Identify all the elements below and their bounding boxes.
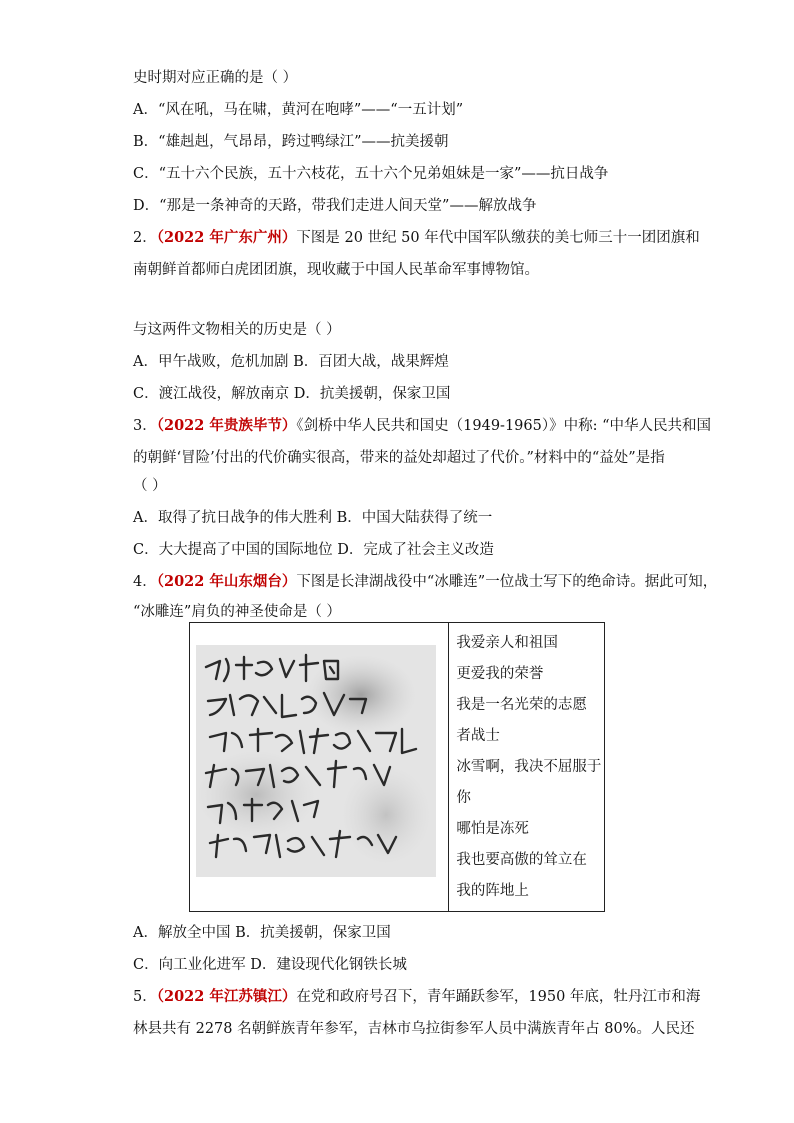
poem-line: 哪怕是冻死: [456, 821, 529, 837]
handwriting-sketch: [196, 645, 436, 877]
q3-options-row-2: C．大大提高了中国的国际地位 D．完成了社会主义改造: [133, 542, 494, 558]
q3-source: （2022 年贵族毕节）: [156, 417, 297, 434]
q5-stem-line-1: [133, 985, 700, 1006]
q2-question: 与这两件文物相关的历史是（ ）: [133, 322, 341, 338]
q4-stem-text: 下图是长津湖战役中“冰雕连”一位战士写下的绝命诗。据此可知，: [296, 574, 718, 590]
q5-source: （2022 年江苏镇江）: [156, 988, 297, 1005]
handwritten-poem-image: [196, 645, 436, 877]
poem-line: 者战士: [456, 728, 500, 744]
poem-line: 更爱我的荣誉: [456, 666, 544, 682]
q3-stem-line-2: 的朝鲜‘冒险’付出的代价确实很高，带来的益处却超过了代价。”材料中的“益处”是指: [133, 450, 665, 466]
q2-stem-line-1: [133, 226, 700, 247]
q4-source: （2022 年山东烟台）: [156, 573, 297, 590]
q2-stem-text: 下图是 20 世纪 50 年代中国军队缴获的美七师三十一团团旗和: [296, 230, 700, 246]
q5-stem-text: 在党和政府号召下，青年踊跃参军，1950 年底，牡丹江市和海: [296, 989, 701, 1005]
q1-option-c: C．“五十六个民族，五十六枝花，五十六个兄弟姐妹是一家”——抗日战争: [133, 166, 609, 182]
handwritten-poem-cell: [190, 623, 449, 912]
q1-option-d: D．“那是一条神奇的天路，带我们走进人间天堂”——解放战争: [133, 198, 537, 214]
q4-stem-line-2: “冰雕连”肩负的神圣使命是（ ）: [133, 604, 341, 620]
q4-number: 4．: [133, 574, 157, 590]
q3-options-row-1: A．取得了抗日战争的伟大胜利 B．中国大陆获得了统一: [133, 510, 493, 526]
q2-number: 2．: [133, 230, 157, 246]
poem-line: 我是一名光荣的志愿: [456, 697, 587, 713]
q1-stem-tail: 史时期对应正确的是（ ）: [133, 70, 298, 86]
q2-stem-line-2: 南朝鲜首都师白虎团团旗，现收藏于中国人民革命军事博物馆。: [133, 262, 539, 278]
poem-table: [189, 622, 605, 912]
poem-line: 冰雪啊，我决不屈服于: [456, 759, 602, 775]
q3-stem-line-1: [133, 414, 711, 435]
q2-source: （2022 年广东广州）: [156, 229, 297, 246]
poem-line: 我也要高傲的耸立在: [456, 852, 587, 868]
poem-transcription: [449, 623, 604, 910]
q3-stem-text: 《剑桥中华人民共和国史（1949-1965）》中称: “中华人民共和国: [296, 418, 711, 434]
q1-option-b: B．“雄赳赳，气昂昂，跨过鸭绿江”——抗美援朝: [133, 134, 449, 150]
q5-stem-line-2: 林县共有 2278 名朝鲜族青年参军，吉林市乌拉街参军人员中满族青年占 80%。人民还: [133, 1021, 695, 1037]
poem-line: 我爱亲人和祖国: [456, 635, 558, 651]
poem-line: 我的阵地上: [456, 883, 529, 899]
q4-options-row-1: A．解放全中国 B．抗美援朝，保家卫国: [133, 925, 391, 941]
q2-options-row-2: C．渡江战役，解放南京 D．抗美援朝，保家卫国: [133, 386, 451, 402]
q4-stem-line-1: [133, 570, 717, 591]
q4-options-row-2: C．向工业化进军 D．建设现代化钢铁长城: [133, 957, 407, 973]
q5-number: 5．: [133, 989, 157, 1005]
q3-number: 3．: [133, 418, 157, 434]
q3-stem-line-3: （ ）: [133, 478, 167, 494]
q1-option-a: A．“风在吼，马在啸，黄河在咆哮”——“一五计划”: [133, 102, 464, 118]
poem-line: 你: [456, 790, 471, 806]
q2-options-row-1: A．甲午战败，危机加剧 B．百团大战，战果辉煌: [133, 354, 449, 370]
poem-transcription-cell: [449, 623, 605, 912]
